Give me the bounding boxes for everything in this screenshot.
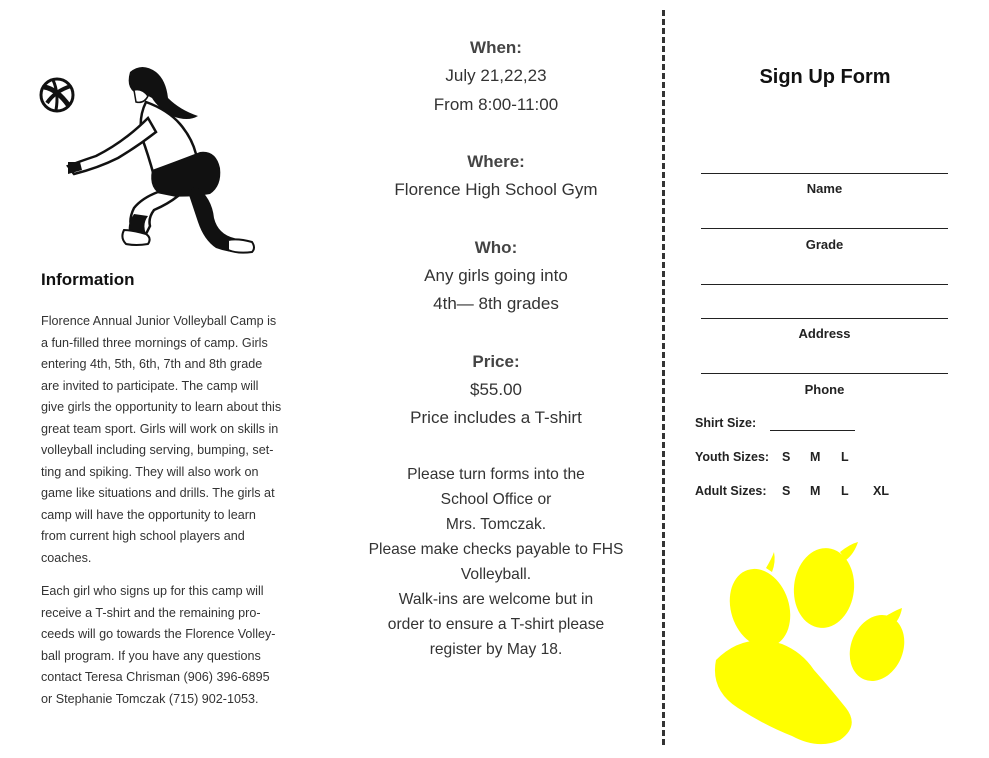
- price-label: Price:: [472, 351, 520, 371]
- volleyball-icon: [41, 79, 73, 111]
- note-line: Volleyball.: [460, 565, 532, 583]
- information-paragraph-2: [41, 581, 283, 710]
- adult-size-l[interactable]: L: [841, 484, 849, 498]
- youth-size-m[interactable]: M: [810, 450, 821, 464]
- phone-field-line[interactable]: [701, 373, 948, 374]
- adult-size-s[interactable]: S: [782, 484, 791, 498]
- where-label: Where:: [467, 152, 525, 171]
- youth-size-s[interactable]: S: [782, 450, 791, 464]
- paragraph-line: camp will have the opportunity to learn: [41, 507, 256, 522]
- paragraph-line: ceeds will go towards the Florence Volley-: [41, 627, 276, 641]
- when-dates: July 21,22,23: [445, 66, 547, 85]
- paragraph-line: from current high school players and: [41, 529, 245, 543]
- note-line: Please make checks payable to FHS: [368, 540, 624, 558]
- shirt-size-label: Shirt Size:: [695, 416, 757, 430]
- shirt-size-field-line[interactable]: [770, 430, 855, 431]
- when-label: When:: [470, 38, 522, 57]
- name-field-line[interactable]: [701, 173, 948, 174]
- player-figure: [68, 67, 254, 253]
- information-paragraph-1: [41, 311, 283, 569]
- note-line: Please turn forms into the: [407, 465, 585, 483]
- paragraph-line: Florence Annual Junior Volleyball Camp is: [41, 314, 277, 328]
- volleyball-player-illustration: [38, 58, 260, 256]
- paragraph-line: entering 4th, 5th, 6th, 7th and 8th grade: [41, 357, 263, 371]
- price-amount: $55.00: [470, 379, 522, 399]
- youth-size-l[interactable]: L: [841, 450, 849, 464]
- when-time: From 8:00-11:00: [433, 94, 559, 114]
- adult-sizes-label: Adult Sizes:: [695, 484, 767, 498]
- paragraph-line: ball program. If you have any questions: [41, 648, 261, 663]
- name-field-label: Name: [806, 181, 843, 196]
- address-field-label: Address: [798, 326, 851, 341]
- who-line-2: 4th— 8th grades: [433, 294, 559, 313]
- paragraph-line: ting and spiking. They will also work on: [41, 464, 259, 479]
- paragraph-line: coaches.: [41, 550, 92, 565]
- who-line-1: Any girls going into: [424, 265, 568, 285]
- paragraph-line: game like situations and drills. The girls at: [41, 486, 275, 500]
- paragraph-line: or Stephanie Tomczak (715) 902-1053.: [41, 691, 259, 706]
- paragraph-line: are invited to participate. The camp will: [41, 378, 259, 393]
- note-line: School Office or: [440, 490, 552, 508]
- paragraph-line: great team sport. Girls will work on skills in: [41, 421, 279, 436]
- phone-field-label: Phone: [804, 382, 845, 397]
- form-title: Sign Up Form: [759, 66, 891, 88]
- paragraph-line: contact Teresa Chrisman (906) 396-6895: [41, 670, 270, 684]
- paragraph-line: give girls the opportunity to learn about this: [41, 400, 282, 414]
- note-line: Mrs. Tomczak.: [445, 515, 547, 533]
- paw-print-icon: [700, 540, 910, 752]
- paragraph-line: receive a T-shirt and the remaining pro-: [41, 605, 261, 620]
- information-heading: Information: [41, 270, 135, 289]
- paragraph-line: volleyball including serving, bumping, set-: [41, 443, 274, 457]
- grade-field-line[interactable]: [701, 228, 948, 229]
- adult-size-xl[interactable]: XL: [873, 484, 889, 498]
- adult-size-m[interactable]: M: [810, 484, 821, 498]
- grade-field-label: Grade: [805, 237, 844, 252]
- note-line: Walk-ins are welcome but in: [398, 590, 594, 608]
- address-field-line-2[interactable]: [701, 318, 948, 319]
- youth-sizes-label: Youth Sizes:: [695, 450, 770, 464]
- where-location: Florence High School Gym: [394, 180, 598, 199]
- price-includes: Price includes a T-shirt: [410, 408, 582, 427]
- note-line: register by May 18.: [429, 640, 563, 658]
- address-field-line-1[interactable]: [701, 284, 948, 285]
- camp-details: [360, 34, 632, 662]
- paragraph-line: Each girl who signs up for this camp will: [41, 584, 264, 598]
- cut-line-divider: [662, 10, 665, 745]
- note-line: order to ensure a T-shirt please: [387, 615, 605, 633]
- paragraph-line: a fun-filled three mornings of camp. Girls: [41, 335, 268, 350]
- who-label: Who:: [474, 237, 518, 257]
